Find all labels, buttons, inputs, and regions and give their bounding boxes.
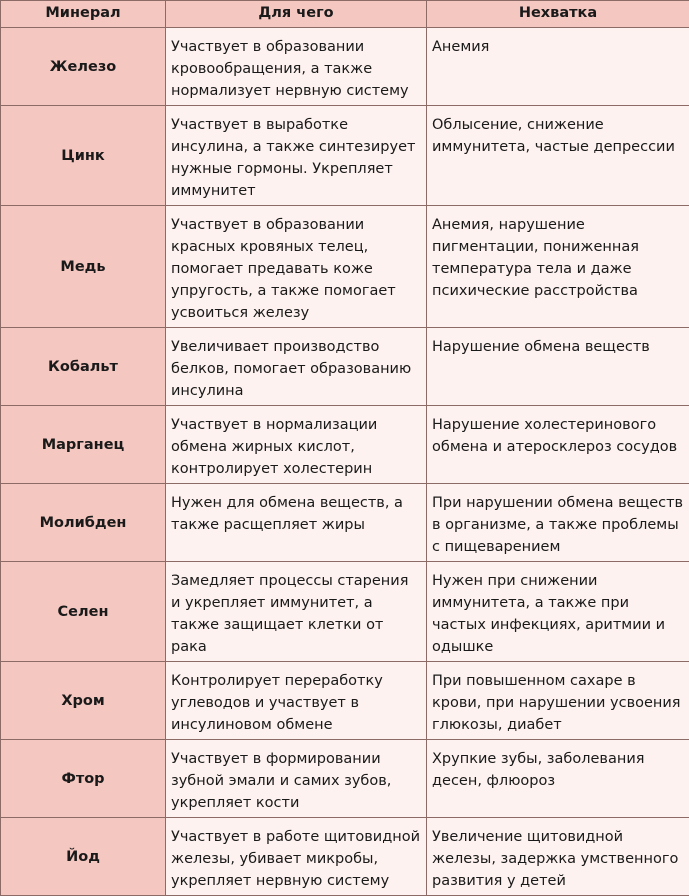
- mineral-name: Цинк: [1, 106, 166, 206]
- mineral-deficiency: Анемия, нарушение пигментации, пониженная температура тела и даже психические расстройства: [427, 206, 689, 328]
- header-purpose: Для чего: [166, 1, 427, 28]
- mineral-purpose: Нужен для обмена веществ, а также расщепляет жиры: [166, 484, 427, 562]
- mineral-deficiency: Нужен при снижении иммунитета, а также при частых инфекциях, аритмии и одышке: [427, 562, 689, 662]
- table-row: [1, 206, 689, 328]
- mineral-purpose: Участвует в выработке инсулина, а также синтезирует нужные гормоны. Укрепляет иммунитет: [166, 106, 427, 206]
- mineral-deficiency: При повышенном сахаре в крови, при нарушении усвоения глюкозы, диабет: [427, 662, 689, 740]
- mineral-purpose: Участвует в образовании красных кровяных телец, помогает предавать коже упругость, а также помогает усвоиться железу: [166, 206, 427, 328]
- table-row: [1, 662, 689, 740]
- mineral-name: Фтор: [1, 740, 166, 818]
- header-mineral: Минерал: [1, 1, 166, 28]
- table-row: [1, 740, 689, 818]
- mineral-name: Медь: [1, 206, 166, 328]
- mineral-name: Молибден: [1, 484, 166, 562]
- mineral-name: Хром: [1, 662, 166, 740]
- table-row: [1, 484, 689, 562]
- table-row: [1, 818, 689, 896]
- mineral-purpose: Участвует в работе щитовидной железы, убивает микробы, укрепляет нервную систему: [166, 818, 427, 896]
- table-row: [1, 328, 689, 406]
- mineral-deficiency: Нарушение обмена веществ: [427, 328, 689, 406]
- mineral-purpose: Замедляет процессы старения и укрепляет иммунитет, а также защищает клетки от рака: [166, 562, 427, 662]
- table-row: [1, 406, 689, 484]
- mineral-purpose: Участвует в нормализации обмена жирных кислот, контролирует холестерин: [166, 406, 427, 484]
- mineral-purpose: Участвует в образовании кровообращения, а также нормализует нервную систему: [166, 28, 427, 106]
- mineral-name: Селен: [1, 562, 166, 662]
- table-row: [1, 28, 689, 106]
- mineral-purpose: Контролирует переработку углеводов и участвует в инсулиновом обмене: [166, 662, 427, 740]
- mineral-name: Железо: [1, 28, 166, 106]
- mineral-deficiency: Увеличение щитовидной железы, задержка умственного развития у детей: [427, 818, 689, 896]
- header-row: [1, 1, 689, 28]
- mineral-name: Кобальт: [1, 328, 166, 406]
- mineral-deficiency: При нарушении обмена веществ в организме, а также проблемы с пищеварением: [427, 484, 689, 562]
- mineral-deficiency: Хрупкие зубы, заболевания десен, флюороз: [427, 740, 689, 818]
- mineral-purpose: Участвует в формировании зубной эмали и самих зубов, укрепляет кости: [166, 740, 427, 818]
- mineral-deficiency: Анемия: [427, 28, 689, 106]
- mineral-deficiency: Облысение, снижение иммунитета, частые депрессии: [427, 106, 689, 206]
- mineral-name: Йод: [1, 818, 166, 896]
- mineral-deficiency: Нарушение холестеринового обмена и атеросклероз сосудов: [427, 406, 689, 484]
- table-row: [1, 562, 689, 662]
- mineral-name: Марганец: [1, 406, 166, 484]
- mineral-purpose: Увеличивает производство белков, помогает образованию инсулина: [166, 328, 427, 406]
- table-row: [1, 106, 689, 206]
- header-deficiency: Нехватка: [427, 1, 689, 28]
